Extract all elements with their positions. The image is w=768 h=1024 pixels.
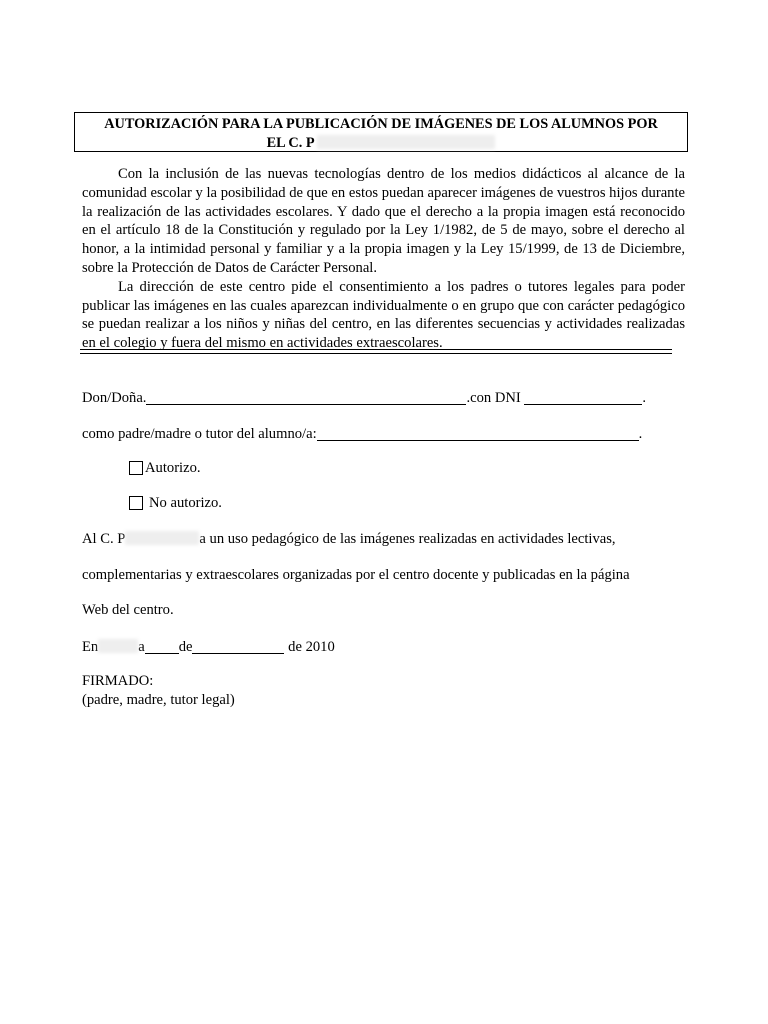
double-divider — [80, 349, 672, 354]
paragraph-1: Con la inclusión de las nuevas tecnologías dentro de los medios didácticos al alcance de la comunidad escolar y la posibilidad de que en estos puedan aparecer imágenes de vuestros hijos durante la realización de las actividades escolares. Y dado que el derecho a la propia imagen está reconocido en el artículo 18 de la Constitución y regulado por la Ley 1/1982, de 5 de mayo, sobre el derecho al honor, a la intimidad personal y familiar y a la propia imagen y la Ley 15/1999, de 13 de Diciembre, sobre la Protección de Datos de Carácter Personal. — [82, 166, 685, 276]
place-de: de — [178, 639, 193, 655]
title-line-1: AUTORIZACIÓN PARA LA PUBLICACIÓN DE IMÁGENES DE LOS ALUMNOS POR — [104, 116, 658, 132]
place-prefix: En — [82, 639, 99, 655]
place-year: de 2010 — [288, 639, 335, 655]
name-field[interactable] — [146, 389, 466, 405]
al-rest: a un uso pedagógico de las imágenes realizadas en actividades lectivas, — [199, 531, 616, 547]
paragraph-2: La dirección de este centro pide el consentimiento a los padres o tutores legales para poder publicar las imágenes en las cuales aparezcan individualmente o en grupo que con carácter pedagógico se puedan realizar a los niños y niñas del centro, en las diferentes secuencias y actividades realizadas en el colegio y fuera del mismo en actividades extraescolares. — [82, 278, 685, 352]
redacted-town — [98, 639, 138, 653]
redacted-school-name — [317, 135, 495, 149]
parent-line — [82, 425, 642, 443]
autorizo-checkbox[interactable] — [129, 461, 143, 475]
document-title-box — [74, 112, 688, 152]
body-line-3: Web del centro. — [82, 602, 174, 618]
day-field[interactable] — [145, 638, 179, 654]
title-line-2-text: EL C. P — [266, 135, 314, 151]
al-cp-line — [82, 531, 616, 548]
intro-text — [82, 165, 685, 353]
name-line — [82, 389, 646, 407]
month-field[interactable] — [192, 638, 284, 654]
signed-sub: (padre, madre, tutor legal) — [82, 692, 235, 708]
no-autorizo-label: No autorizo. — [149, 495, 222, 511]
place-a: a — [138, 639, 145, 655]
redacted-school-name-2 — [125, 531, 199, 545]
title-line-2 — [75, 134, 687, 153]
al-prefix: Al C. P — [82, 531, 126, 547]
parent-label: como padre/madre o tutor del alumno/a: — [82, 426, 317, 442]
autorizo-label: Autorizo. — [145, 460, 201, 476]
place-date-line — [82, 638, 335, 656]
dni-end-dot: . — [642, 390, 647, 406]
dni-label: .con DNI — [466, 390, 521, 406]
parent-end-dot: . — [638, 426, 643, 442]
don-label: Don/Doña. — [82, 390, 147, 406]
dni-field[interactable] — [524, 389, 642, 405]
student-name-field[interactable] — [317, 425, 639, 441]
signed-label: FIRMADO: — [82, 673, 154, 689]
no-autorizo-checkbox[interactable] — [129, 496, 143, 510]
body-line-2: complementarias y extraescolares organizadas por el centro docente y publicadas en la página — [82, 567, 630, 583]
